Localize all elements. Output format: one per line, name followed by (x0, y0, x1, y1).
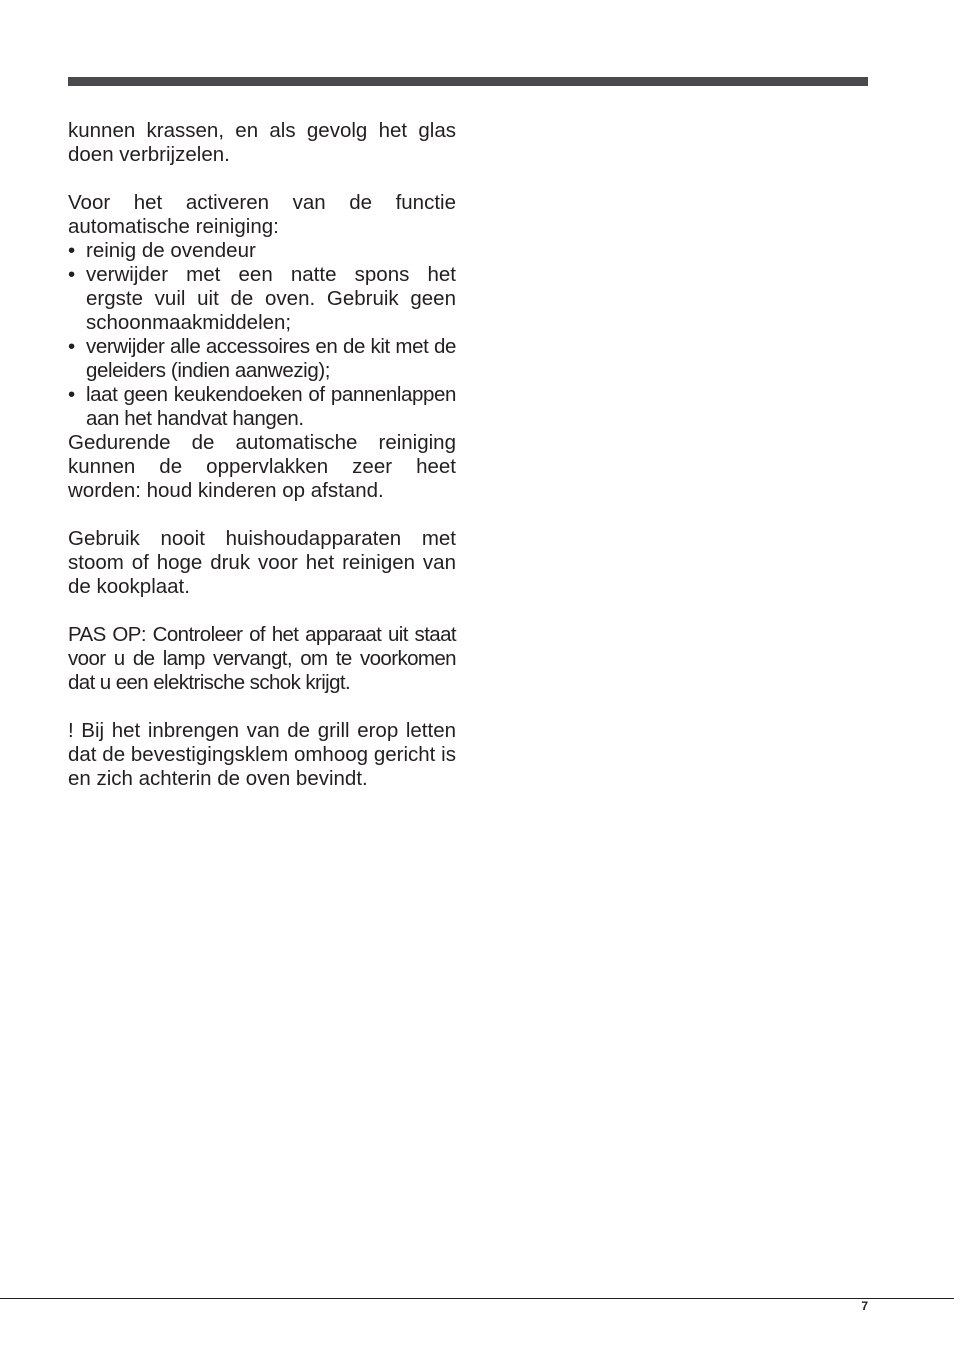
header-bar (68, 77, 868, 86)
list-item (68, 239, 456, 263)
list-item (68, 335, 456, 383)
paragraph-grill-note: ! Bij het inbrengen van de grill erop letten dat de bevestigingsklem omhoog gericht is en zich achterin de oven bevindt. (68, 719, 456, 790)
list-item-text: verwijder alle accessoires en de kit met de geleiders (indien aanwezig); (86, 335, 456, 382)
cleaning-steps-list (68, 239, 456, 431)
paragraph-lamp-warning: PAS OP: Controleer of het apparaat uit staat voor u de lamp vervangt, om te voorkomen dat u een elektrische schok krijgt. (68, 623, 456, 694)
bullet-icon: • (68, 239, 76, 262)
paragraph-glass-warning: kunnen krassen, en als gevolg het glas doen verbrijzelen. (68, 119, 456, 166)
paragraph-steam-cleaner: Gebruik nooit huishoudapparaten met stoom of hoge druk voor het reinigen van de kookplaat. (68, 527, 456, 598)
bullet-icon: • (68, 263, 76, 286)
list-item (68, 383, 456, 431)
page-number: 7 (861, 1299, 868, 1313)
text-column (68, 119, 456, 791)
footer-rule (0, 1298, 954, 1299)
bullet-icon: • (68, 383, 75, 406)
paragraph-self-cleaning-intro: Voor het activeren van de functie automatische reiniging: (68, 191, 456, 238)
list-item-text: reinig de ovendeur (86, 239, 256, 262)
list-item-text: verwijder met een natte spons het ergste vuil uit de oven. Gebruik geen schoonmaakmiddelen; (86, 263, 456, 334)
list-item (68, 263, 456, 335)
list-item-text: laat geen keukendoeken of pannenlappen aan het handvat hangen. (86, 383, 456, 430)
bullet-icon: • (68, 335, 75, 358)
paragraph-hot-surfaces: Gedurende de automatische reiniging kunnen de oppervlakken zeer heet worden: houd kinderen op afstand. (68, 431, 456, 502)
